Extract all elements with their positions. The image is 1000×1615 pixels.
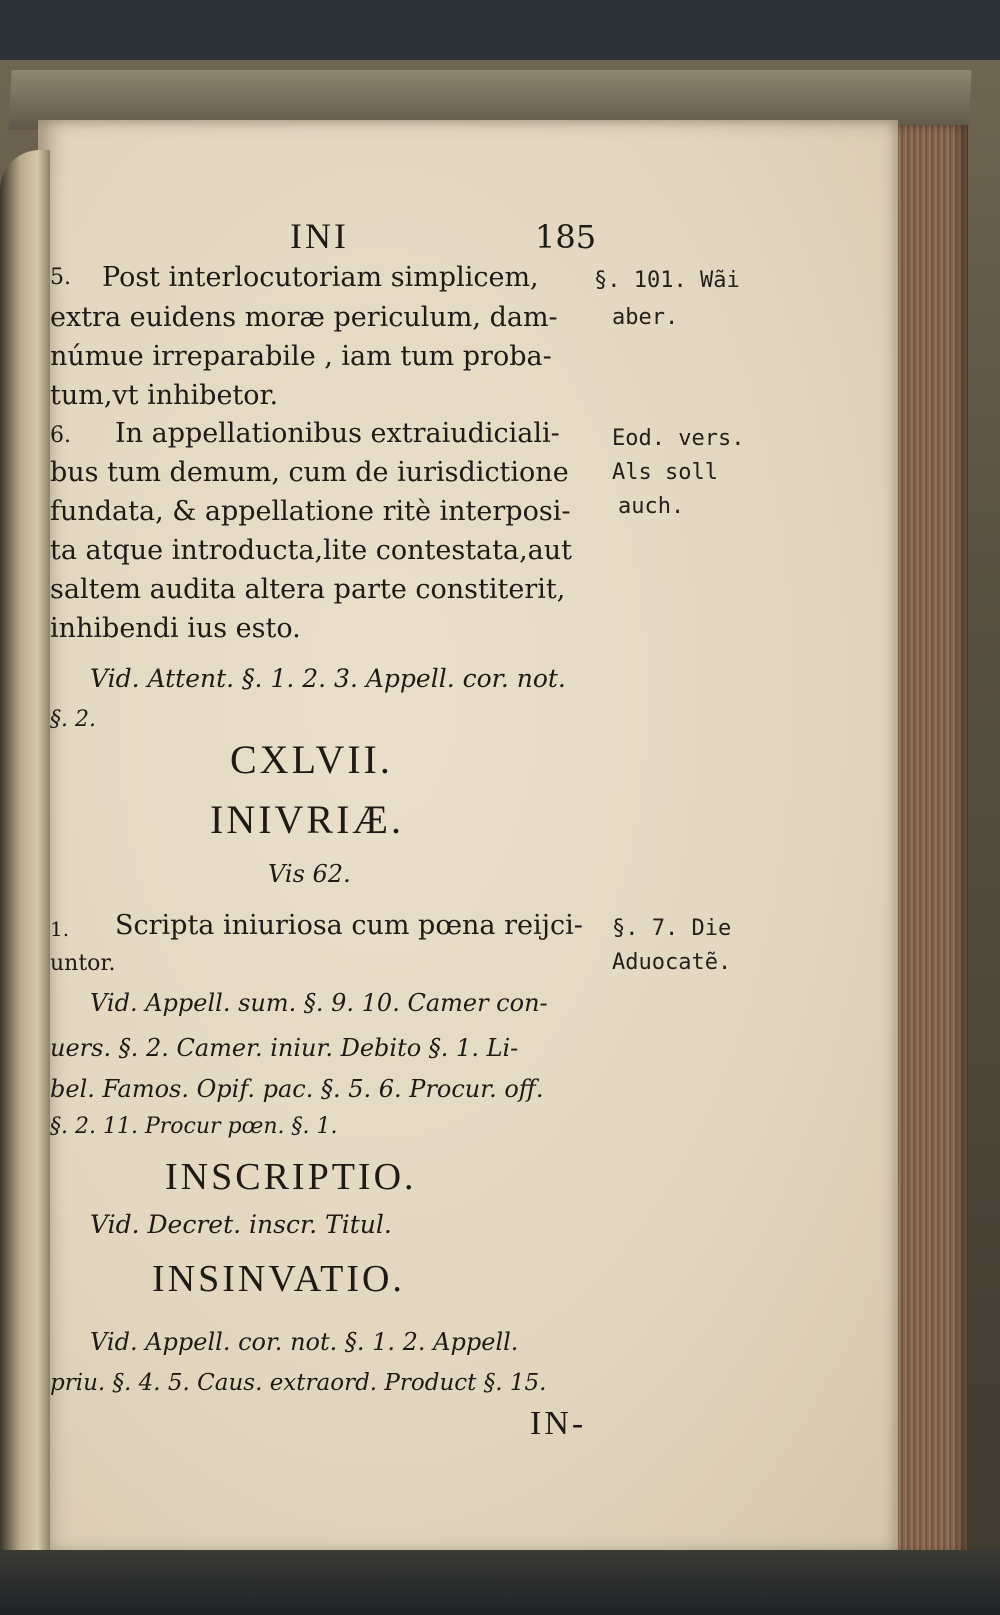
cross-reference: §. 2. 11. Procur pœn. §. 1. [50, 1114, 338, 1139]
text-line: bus tum demum, cum de iurisdictione [50, 457, 569, 488]
cross-reference: priu. §. 4. 5. Caus. extraord. Product §. 15. [50, 1370, 547, 1396]
marginal-note: Eod. vers. [612, 426, 745, 451]
marginal-note: Als soll [612, 460, 718, 485]
page-number: 185 [535, 218, 597, 256]
heading-insinuatio: INSINVATIO. [152, 1258, 405, 1300]
text-line: tum,vt inhibetor. [50, 380, 279, 411]
text-line: fundata, & appellatione ritè interposi- [50, 496, 571, 527]
paragraph-number: 6. [50, 423, 71, 448]
cross-reference: Vid. Attent. §. 1. 2. 3. Appell. cor. not. [90, 664, 566, 693]
text-line: ta atque introducta,lite contestata,aut [50, 535, 573, 566]
paragraph-number: 1. [50, 917, 70, 941]
table-surface [0, 1550, 1000, 1615]
section-title: INIVRIÆ. [210, 797, 404, 842]
marginal-note: §. 101. Wãi [594, 268, 740, 293]
running-title: INI [290, 216, 349, 256]
marginal-note: Aduocatẽ. [612, 950, 732, 975]
text-line: Post interlocutoriam simplicem, [102, 262, 539, 293]
heading-inscriptio: INSCRIPTIO. [165, 1156, 417, 1198]
cross-reference: Vid. Appell. cor. not. §. 1. 2. Appell. [90, 1328, 519, 1356]
left-page-curl [0, 150, 50, 1615]
text-line: saltem audita altera parte constiterit, [50, 574, 566, 605]
cross-reference: Vid. Decret. inscr. Titul. [90, 1210, 392, 1239]
section-number: CXLVII. [230, 737, 393, 782]
cross-reference: uers. §. 2. Camer. iniur. Debito §. 1. Li- [50, 1034, 519, 1062]
cross-reference: bel. Famos. Opif. pac. §. 5. 6. Procur. off. [50, 1075, 544, 1103]
cross-reference: §. 2. [50, 707, 96, 732]
text-line: númue irreparabile , iam tum proba- [50, 341, 552, 372]
paragraph-number: 5. [50, 265, 71, 290]
marginal-note: aber. [612, 305, 679, 330]
section-reference: Vis 62. [268, 860, 351, 888]
cross-reference: Vid. Appell. sum. §. 9. 10. Camer con- [90, 989, 548, 1017]
marginal-note: auch. [618, 494, 685, 519]
text-line: Scripta iniuriosa cum pœna reijci- [115, 910, 583, 941]
marginal-note: §. 7. Die [612, 916, 732, 941]
text-line: inhibendi ius esto. [50, 613, 301, 644]
page-edges [898, 125, 968, 1555]
text-line: untor. [50, 951, 116, 976]
text-line: extra euidens moræ periculum, dam- [50, 302, 558, 333]
text-line: In appellationibus extraiudiciali- [115, 418, 560, 449]
catchword: IN- [530, 1405, 587, 1442]
